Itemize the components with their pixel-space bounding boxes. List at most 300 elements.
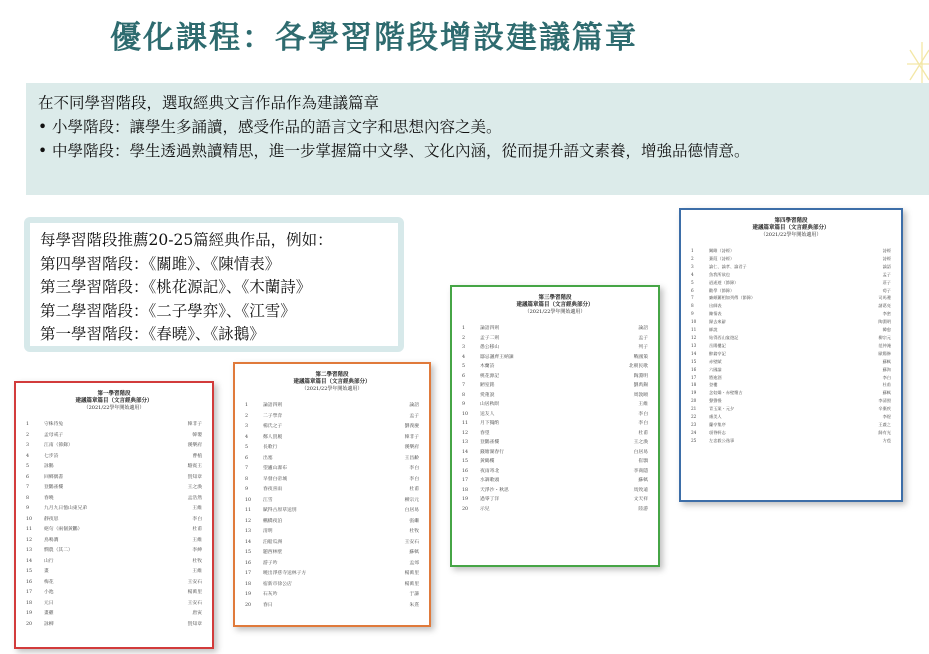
item-author: 柳宗元 xyxy=(404,497,419,503)
item-title: 早發白帝城 xyxy=(263,476,287,482)
item-number: 22 xyxy=(691,414,697,420)
item-author: 文天祥 xyxy=(633,497,648,502)
item-title: 春望 xyxy=(480,430,490,436)
intro-panel xyxy=(26,83,929,195)
example-stage-3: 第三學習階段：《桃花源記》、《木蘭詩》 xyxy=(40,278,312,296)
item-author: 范仲淹 xyxy=(878,342,891,348)
item-author: 孟郊 xyxy=(409,560,419,566)
list-item xyxy=(245,517,419,528)
list-item xyxy=(462,429,648,439)
item-title: 江南（節錄） xyxy=(44,443,73,448)
item-title: 黃鶴樓 xyxy=(480,459,495,464)
item-title: 木蘭詩 xyxy=(480,364,495,369)
list-item xyxy=(462,486,648,496)
item-number: 18 xyxy=(462,487,469,493)
example-stage-4: 第四學習階段：《關雎》、《陳情表》 xyxy=(40,254,281,273)
item-title: 靜夜思 xyxy=(44,516,59,522)
doc-list xyxy=(245,401,419,611)
item-number: 19 xyxy=(26,611,33,616)
list-item xyxy=(462,410,648,420)
item-number: 6 xyxy=(462,373,466,379)
doc-heading: 建議篇章篇目（文言經典部分） xyxy=(752,225,830,231)
item-author: 李白 xyxy=(409,466,419,471)
item-author: 司馬遷 xyxy=(878,295,891,301)
item-number: 2 xyxy=(462,335,466,341)
list-item xyxy=(245,464,419,475)
item-number: 5 xyxy=(245,445,249,450)
item-number: 11 xyxy=(245,508,252,513)
item-author: 張繼 xyxy=(409,518,419,524)
list-item xyxy=(26,515,202,526)
list-item xyxy=(245,496,419,507)
item-title: 過零丁洋 xyxy=(480,497,500,502)
doc-heading: 建議篇章篇目（文言經典部分） xyxy=(75,398,153,404)
item-author: 楊萬里 xyxy=(404,571,419,576)
intro-lead: 在不同學習階段，選取經典文言作品作為建議篇章 xyxy=(38,94,380,112)
item-title: 鳥鳴澗 xyxy=(44,537,59,543)
item-author: 曹植 xyxy=(192,453,202,459)
item-title: 孟母戒子 xyxy=(44,432,64,438)
item-author: 李白 xyxy=(882,374,891,380)
document-stage-3 xyxy=(450,285,660,567)
list-item xyxy=(691,405,891,413)
item-title: 始得西山宴遊記 xyxy=(709,334,739,340)
item-number: 10 xyxy=(26,516,33,522)
list-item xyxy=(691,350,891,358)
item-author: 方苞 xyxy=(882,437,891,443)
item-number: 15 xyxy=(26,569,33,574)
item-title: 春夜喜雨 xyxy=(263,487,283,492)
item-number: 20 xyxy=(691,398,697,404)
item-author: 蘇洵 xyxy=(882,366,891,372)
item-number: 4 xyxy=(26,453,30,459)
item-author: 韓愈 xyxy=(882,327,891,333)
item-number: 9 xyxy=(26,506,30,511)
list-item xyxy=(26,620,202,631)
item-title: 念奴嬌・赤壁懷古 xyxy=(709,390,743,396)
item-title: 師說 xyxy=(709,327,718,333)
item-title: 春曉 xyxy=(44,495,54,501)
item-title: 醉翁亭記 xyxy=(709,350,726,356)
list-item xyxy=(462,467,648,477)
item-author: 李清照 xyxy=(878,398,891,404)
list-item xyxy=(691,366,891,374)
item-number: 6 xyxy=(26,474,30,480)
item-author: 李商隱 xyxy=(633,468,648,474)
examples-panel xyxy=(24,217,404,352)
item-number: 14 xyxy=(462,449,469,455)
item-number: 5 xyxy=(462,364,466,369)
item-author: 韓非子 xyxy=(187,422,202,427)
item-author: 陶淵明 xyxy=(878,319,891,325)
item-author: 唐寅 xyxy=(192,611,202,616)
item-author: 孟子 xyxy=(409,413,419,419)
item-number: 8 xyxy=(462,392,466,398)
list-item xyxy=(462,324,648,334)
item-number: 19 xyxy=(691,390,697,396)
item-number: 11 xyxy=(26,527,33,532)
item-number: 7 xyxy=(245,466,249,471)
item-number: 20 xyxy=(245,602,252,608)
item-title: 關雎（詩經） xyxy=(709,248,735,253)
item-number: 10 xyxy=(462,411,469,417)
item-number: 17 xyxy=(26,590,33,595)
list-item xyxy=(245,454,419,465)
list-item xyxy=(462,391,648,401)
item-number: 19 xyxy=(462,497,469,502)
item-number: 2 xyxy=(26,432,30,438)
item-title: 楊氏之子 xyxy=(263,424,283,429)
item-author: 杜牧 xyxy=(409,529,419,534)
item-title: 泊船瓜洲 xyxy=(263,539,283,545)
item-title: 七步詩 xyxy=(44,453,59,459)
list-item xyxy=(691,397,891,405)
item-number: 9 xyxy=(245,487,249,492)
item-title: 月下獨酌 xyxy=(480,421,500,426)
item-author: 杜甫 xyxy=(882,382,891,388)
item-number: 6 xyxy=(245,455,249,461)
item-author: 李煜 xyxy=(882,414,891,420)
page-title: 優化課程：各學習階段增設建議篇章 xyxy=(110,20,638,56)
item-title: 守株待兔 xyxy=(44,422,64,427)
list-item xyxy=(26,567,202,578)
doc-note: （2021/22學年開始適用） xyxy=(760,232,822,238)
item-number: 17 xyxy=(462,478,469,483)
item-author: 劉禹錫 xyxy=(633,383,648,388)
list-item xyxy=(26,536,202,547)
list-item xyxy=(245,590,419,601)
list-item xyxy=(462,476,648,486)
list-item xyxy=(26,599,202,610)
item-title: 陳情表 xyxy=(709,311,722,317)
item-number: 4 xyxy=(245,434,249,440)
item-author: 論語 xyxy=(409,403,419,408)
item-number: 3 xyxy=(462,345,466,350)
list-item xyxy=(462,372,648,382)
item-author: 荀子 xyxy=(882,287,891,293)
doc-list xyxy=(691,247,891,445)
list-item xyxy=(245,559,419,570)
item-author: 白居易 xyxy=(633,449,648,455)
list-item xyxy=(462,400,648,410)
list-item xyxy=(245,401,419,412)
item-number: 7 xyxy=(691,295,694,301)
list-item xyxy=(26,504,202,515)
item-author: 蘇軾 xyxy=(882,358,891,364)
doc-list xyxy=(26,420,202,630)
item-number: 17 xyxy=(245,571,252,576)
doc-note: （2021/22學年開始適用） xyxy=(524,309,586,315)
item-title: 勸學（節錄） xyxy=(709,287,735,293)
item-author: 杜牧 xyxy=(192,558,202,564)
item-author: 王之渙 xyxy=(633,440,648,445)
item-number: 7 xyxy=(462,383,466,388)
item-number: 16 xyxy=(245,560,252,566)
item-title: 蒹葭（詩經） xyxy=(709,255,735,261)
item-author: 駱賓王 xyxy=(187,464,202,469)
list-item xyxy=(691,421,891,429)
item-number: 12 xyxy=(245,518,252,524)
item-title: 青玉案・元夕 xyxy=(709,406,735,412)
item-number: 16 xyxy=(462,468,469,474)
list-item xyxy=(245,485,419,496)
item-number: 14 xyxy=(691,350,697,356)
bullet-secondary: • 中學階段：學生透過熟讀精思，進一步掌握篇中文學、文化內涵，從而提升語文素養，增強品德情意。 xyxy=(38,139,920,163)
document-stage-4 xyxy=(679,208,903,502)
item-number: 10 xyxy=(691,319,697,325)
list-item xyxy=(462,381,648,391)
item-title: 賦得古原草送別 xyxy=(263,508,297,513)
item-author: 李白 xyxy=(192,516,202,522)
item-number: 13 xyxy=(691,342,697,348)
item-title: 畫雞 xyxy=(44,611,54,616)
item-number: 18 xyxy=(245,581,252,587)
bullet-primary: • 小學階段：讓學生多誦讀，感受作品的語言文字和思想內容之美。 xyxy=(38,115,920,139)
item-number: 16 xyxy=(691,366,697,372)
item-number: 2 xyxy=(691,255,694,261)
list-item xyxy=(691,255,891,263)
list-item xyxy=(462,495,648,505)
doc-stage: 第四學習階段 xyxy=(774,218,808,224)
list-item xyxy=(245,527,419,538)
item-author: 詩經 xyxy=(882,248,891,253)
item-title: 項脊軒志 xyxy=(709,429,726,435)
item-title: 憫農（其二） xyxy=(44,548,73,553)
item-author: 王昌齡 xyxy=(404,455,419,461)
item-title: 岳陽樓記 xyxy=(709,342,726,348)
list-item xyxy=(691,294,891,302)
item-title: 聲聲慢 xyxy=(709,398,722,404)
list-item xyxy=(26,525,202,536)
sparkle-icon xyxy=(892,42,929,87)
item-author: 蘇軾 xyxy=(409,550,419,555)
item-author: 莊子 xyxy=(882,279,891,285)
item-author: 辛棄疾 xyxy=(878,406,891,412)
item-title: 宿新市徐公店 xyxy=(263,581,292,587)
list-item xyxy=(26,483,202,494)
item-number: 13 xyxy=(462,440,469,445)
list-item xyxy=(245,412,419,423)
list-item xyxy=(462,362,648,372)
item-title: 論語四則 xyxy=(480,326,500,331)
list-item xyxy=(691,389,891,397)
item-number: 1 xyxy=(462,326,466,331)
item-number: 13 xyxy=(245,529,252,534)
item-title: 六國論 xyxy=(709,366,722,372)
item-number: 2 xyxy=(245,413,249,419)
example-stage-1: 第一學習階段：《春曉》、《詠鵝》 xyxy=(40,325,265,343)
list-item xyxy=(26,588,202,599)
item-author: 于謙 xyxy=(409,592,419,597)
item-author: 楊萬里 xyxy=(187,590,202,595)
item-number: 14 xyxy=(245,539,252,545)
list-item xyxy=(26,431,202,442)
item-title: 游子吟 xyxy=(263,560,278,566)
item-author: 論語 xyxy=(882,263,891,269)
item-number: 5 xyxy=(691,279,694,285)
item-title: 江雪 xyxy=(263,497,273,503)
document-stage-2 xyxy=(233,362,431,627)
item-number: 19 xyxy=(245,592,252,597)
list-item xyxy=(691,318,891,326)
doc-list xyxy=(462,324,648,514)
item-author: 論語 xyxy=(638,326,648,331)
item-number: 11 xyxy=(691,327,697,333)
item-number: 3 xyxy=(245,424,249,429)
item-title: 登鸛雀樓 xyxy=(44,485,64,490)
list-item xyxy=(691,247,891,255)
list-item xyxy=(26,546,202,557)
list-item xyxy=(462,438,648,448)
item-title: 登樓 xyxy=(709,382,718,388)
examples-heading: 每學習階段推薦20-25篇經典作品，例如： xyxy=(40,231,333,249)
item-number: 11 xyxy=(462,421,469,426)
item-title: 左忠毅公逸事 xyxy=(709,437,735,443)
item-author: 賀知章 xyxy=(187,621,202,627)
list-item xyxy=(462,343,648,353)
item-title: 示兒 xyxy=(480,506,490,512)
item-author: 柳宗元 xyxy=(878,334,891,340)
item-number: 1 xyxy=(245,403,249,408)
item-author: 王維 xyxy=(638,402,648,407)
list-item xyxy=(691,287,891,295)
item-author: 陶淵明 xyxy=(633,373,648,379)
item-number: 20 xyxy=(26,621,33,627)
doc-stage: 第三學習階段 xyxy=(538,295,572,301)
doc-note: （2021/22學年開始適用） xyxy=(301,386,363,392)
item-author: 劉義慶 xyxy=(404,424,419,429)
item-number: 7 xyxy=(26,485,30,490)
item-title: 小池 xyxy=(44,590,54,595)
item-number: 3 xyxy=(26,443,30,448)
list-item xyxy=(691,413,891,421)
list-item xyxy=(26,609,202,620)
item-title: 登鸛雀樓 xyxy=(480,440,500,445)
list-item xyxy=(245,569,419,580)
item-number: 4 xyxy=(691,271,694,277)
item-number: 16 xyxy=(26,579,33,585)
item-title: 逍遙遊（節錄） xyxy=(709,279,739,285)
item-author: 歐陽修 xyxy=(878,350,891,356)
list-item xyxy=(691,429,891,437)
item-number: 25 xyxy=(691,437,697,443)
item-author: 諸葛亮 xyxy=(878,303,891,309)
list-item xyxy=(462,457,648,467)
item-number: 10 xyxy=(245,497,252,503)
item-title: 歸去來辭 xyxy=(709,319,726,325)
item-author: 李密 xyxy=(882,311,891,317)
item-title: 鄒忌諷齊王納諫 xyxy=(480,354,514,360)
item-title: 虞美人 xyxy=(709,414,722,420)
item-number: 4 xyxy=(462,354,466,360)
list-item xyxy=(245,443,419,454)
list-item xyxy=(691,381,891,389)
item-number: 15 xyxy=(245,550,252,555)
item-author: 杜甫 xyxy=(409,487,419,492)
item-author: 李白 xyxy=(638,421,648,426)
item-number: 9 xyxy=(462,402,466,407)
item-number: 15 xyxy=(691,358,697,364)
item-author: 王安石 xyxy=(187,600,202,606)
list-item xyxy=(245,422,419,433)
list-item xyxy=(462,505,648,515)
list-item xyxy=(26,452,202,463)
item-author: 白居易 xyxy=(404,508,419,513)
item-title: 出師表 xyxy=(709,303,722,309)
item-author: 歸有光 xyxy=(878,429,891,435)
item-number: 8 xyxy=(26,495,30,501)
item-title: 孟子二則 xyxy=(480,335,500,341)
item-author: 北朝民歌 xyxy=(628,364,648,369)
item-number: 24 xyxy=(691,429,697,435)
item-number: 17 xyxy=(691,374,697,380)
item-title: 絕句（兩個黃鸝） xyxy=(44,527,83,532)
item-title: 錢塘湖春行 xyxy=(480,449,504,455)
item-number: 12 xyxy=(691,334,697,340)
item-number: 13 xyxy=(26,548,33,553)
item-author: 漢樂府 xyxy=(187,443,202,448)
item-number: 12 xyxy=(26,537,33,543)
item-title: 夜雨寄北 xyxy=(480,468,500,474)
item-title: 送友人 xyxy=(480,411,495,417)
item-number: 18 xyxy=(691,382,697,388)
list-item xyxy=(26,557,202,568)
item-author: 王維 xyxy=(192,537,202,543)
item-title: 石灰吟 xyxy=(263,592,278,597)
item-number: 15 xyxy=(462,459,469,464)
list-item xyxy=(691,279,891,287)
item-title: 桃花源記 xyxy=(480,373,500,379)
item-number: 14 xyxy=(26,558,33,564)
item-author: 王維 xyxy=(192,569,202,574)
item-author: 蘇軾 xyxy=(882,390,891,396)
item-author: 李白 xyxy=(638,411,648,417)
item-title: 元日 xyxy=(44,600,54,606)
list-item xyxy=(26,441,202,452)
item-author: 王之渙 xyxy=(187,485,202,490)
item-title: 廉頗藺相如列傳（節錄） xyxy=(709,295,756,301)
list-item xyxy=(26,578,202,589)
list-item xyxy=(245,506,419,517)
item-author: 孟浩然 xyxy=(187,495,202,501)
item-title: 二子學弈 xyxy=(263,413,283,419)
list-item xyxy=(691,263,891,271)
item-title: 詠柳 xyxy=(44,621,54,627)
item-title: 赤壁賦 xyxy=(709,358,722,364)
item-title: 楓橋夜泊 xyxy=(263,518,283,524)
list-item xyxy=(26,473,202,484)
list-item xyxy=(691,374,891,382)
item-title: 鄭人買履 xyxy=(263,434,283,440)
item-author: 李白 xyxy=(409,476,419,482)
example-stage-2: 第二學習階段：《二子學弈》、《江雪》 xyxy=(40,301,296,320)
list-item xyxy=(462,353,648,363)
item-author: 漢樂府 xyxy=(404,445,419,450)
item-number: 18 xyxy=(26,600,33,606)
item-title: 回鄉偶書 xyxy=(44,474,64,480)
item-title: 九月九日憶山東兄弟 xyxy=(44,506,88,511)
item-title: 曉出淨慈寺送林子方 xyxy=(263,571,307,576)
item-author: 王維 xyxy=(192,506,202,511)
doc-heading: 建議篇章篇目（文言經典部分） xyxy=(293,379,371,385)
item-author: 杜甫 xyxy=(192,527,202,532)
item-title: 論語四則 xyxy=(263,403,283,408)
item-author: 李紳 xyxy=(192,548,202,553)
item-author: 賀知章 xyxy=(187,474,202,480)
list-item xyxy=(245,475,419,486)
list-item xyxy=(691,302,891,310)
document-stage-1 xyxy=(14,381,214,649)
